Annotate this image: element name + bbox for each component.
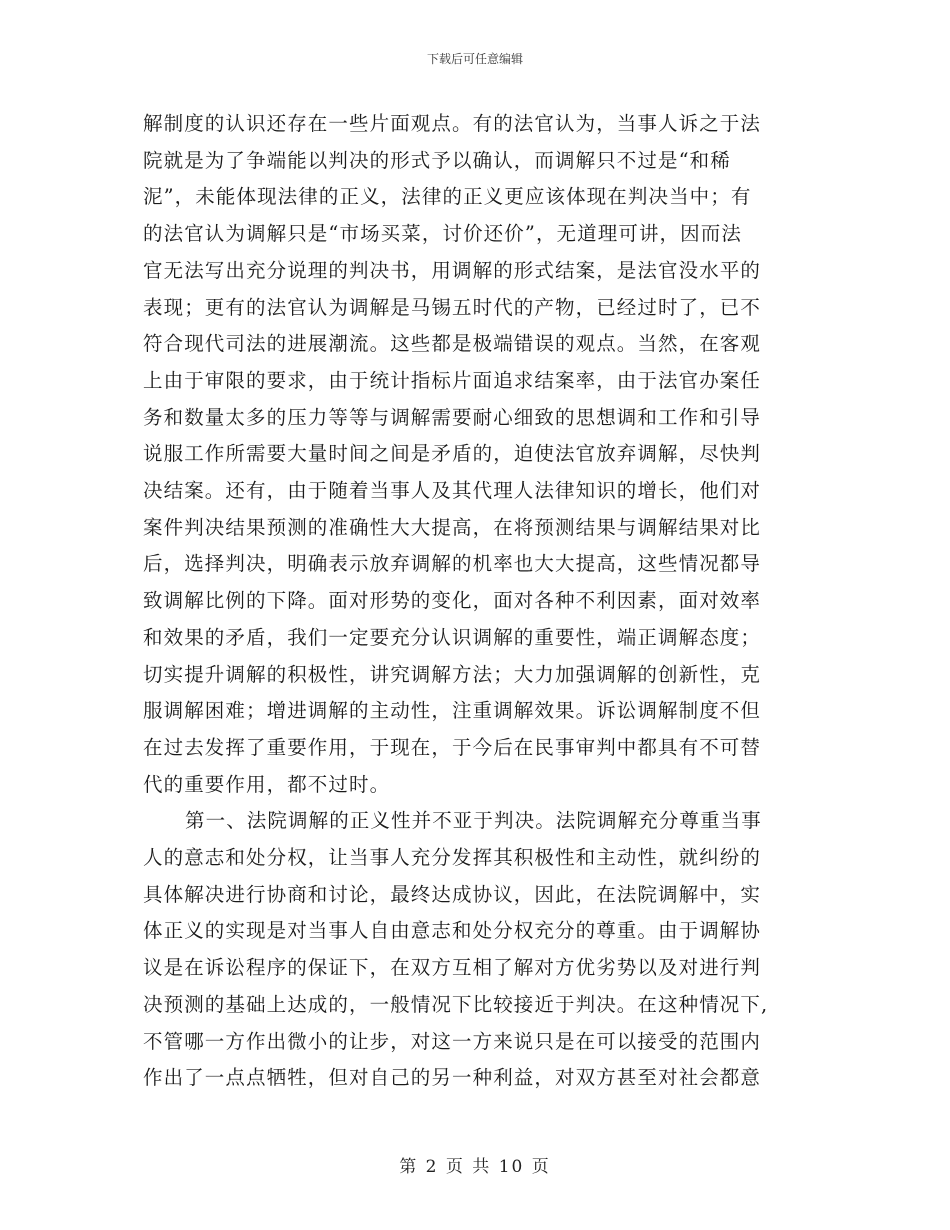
text-line: 表现；更有的法官认为调解是马锡五时代的产物，已经过时了，已不	[143, 295, 762, 319]
text-line: 案件判决结果预测的准确性大大提高，在将预测结果与调解结果对比	[143, 515, 762, 539]
text-line: 体正义的实现是对当事人自由意志和处分权充分的尊重。由于调解协	[143, 919, 762, 943]
text-line: 说服工作所需要大量时间之间是矛盾的，迫使法官放弃调解，尽快判	[143, 442, 762, 466]
text-line: 符合现代司法的进展潮流。这些都是极端错误的观点。当然，在客观	[143, 332, 762, 356]
text-line: 代的重要作用，都不过时。	[143, 772, 391, 796]
text-line: 务和数量太多的压力等等与调解需要耐心细致的思想调和工作和引导	[143, 405, 762, 429]
text-line: 人的意志和处分权，让当事人充分发挥其积极性和主动性，就纠纷的	[143, 846, 762, 870]
text-line: 泥”，未能体现法律的正义，法律的正义更应该体现在判决当中；有	[143, 185, 752, 209]
text-line: 决预测的基础上达成的，一般情况下比较接近于判决。在这种情况下,	[143, 992, 769, 1016]
text-line: 解制度的认识还存在一些片面观点。有的法官认为，当事人诉之于法	[143, 112, 762, 135]
text-line: 切实提升调解的积极性，讲究调解方法；大力加强调解的创新性，克	[143, 662, 762, 686]
text-line: 上由于审限的要求，由于统计指标片面追求结案率，由于法官办案任	[143, 368, 762, 392]
text-line: 在过去发挥了重要作用，于现在，于今后在民事审判中都具有不可替	[143, 735, 762, 759]
page-header: 下载后可任意编辑	[426, 52, 523, 66]
text-line: 议是在诉讼程序的保证下，在双方互相了解对方优劣势以及对进行判	[143, 956, 762, 980]
text-line: 后，选择判决，明确表示放弃调解的机率也大大提高，这些情况都导	[143, 552, 762, 576]
text-line: 院就是为了争端能以判决的形式予以确认，而调解只不过是“和稀	[143, 148, 731, 172]
text-line: 具体解决进行协商和讨论，最终达成协议，因此，在法院调解中，实	[143, 882, 762, 906]
text-line: 官无法写出充分说理的判决书，用调解的形式结案，是法官没水平的	[143, 258, 762, 282]
text-line: 决结案。还有，由于随着当事人及其代理人法律知识的增长，他们对	[143, 479, 762, 503]
text-line: 服调解困难；增进调解的主动性，注重调解效果。诉讼调解制度不但	[143, 699, 762, 723]
text-line: 和效果的矛盾，我们一定要充分认识调解的重要性，端正调解态度；	[143, 625, 762, 649]
text-line: 致调解比例的下降。面对形势的变化，面对各种不利因素，面对效率	[143, 589, 762, 613]
page-number-footer: 第 2 页 共 10 页	[399, 1157, 551, 1177]
text-line: 不管哪一方作出微小的让步，对这一方来说只是在可以接受的范围内	[143, 1029, 762, 1053]
paragraph-start-line: 第一、法院调解的正义性并不亚于判决。法院调解充分尊重当事	[185, 809, 762, 833]
text-line: 的法官认为调解只是“市场买菜，讨价还价”，无道理可讲，因而法	[143, 222, 742, 246]
text-line: 作出了一点点牺牲，但对自己的另一种利益，对双方甚至对社会都意	[143, 1066, 762, 1090]
document-body	[143, 106, 803, 1097]
